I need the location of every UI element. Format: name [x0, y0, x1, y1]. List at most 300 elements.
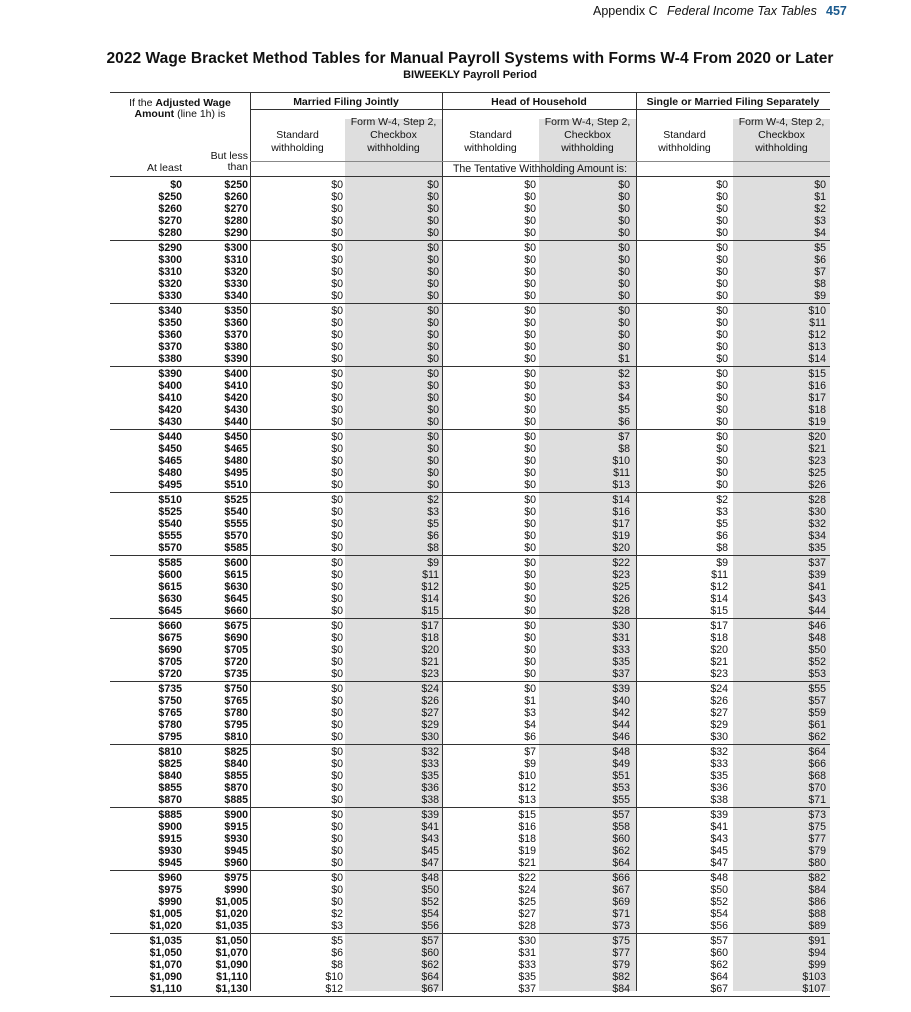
hoh-standard-cell: $0: [524, 242, 536, 254]
hoh-standard-cell: $0: [524, 632, 536, 644]
but-less-cell: $870: [224, 782, 248, 794]
single-checkbox-cell: $11: [809, 317, 826, 329]
hoh-standard-cell: $12: [518, 782, 536, 794]
mfj-standard-cell: $0: [331, 278, 343, 290]
mfj-checkbox-cell: $48: [421, 872, 439, 884]
table-row: [110, 227, 830, 239]
table-row: [110, 353, 830, 365]
single-standard-cell: $0: [716, 443, 728, 455]
at-least-cell: $1,035: [149, 935, 182, 947]
mfj-standard-cell: $0: [331, 620, 343, 632]
single-checkbox-cell: $46: [808, 620, 826, 632]
table-row: [110, 719, 830, 731]
hoh-checkbox-cell: $40: [612, 695, 630, 707]
header-rule: [110, 176, 830, 177]
chk-line2: Checkbox: [758, 129, 805, 141]
mfj-checkbox-cell: $57: [421, 935, 439, 947]
hoh-standard-cell: $0: [524, 404, 536, 416]
mfj-standard-cell: $0: [331, 443, 343, 455]
table-title: 2022 Wage Bracket Method Tables for Manual Payroll Systems with Forms W-4 From 2020 or Later: [106, 50, 834, 67]
mfj-standard-cell: $0: [331, 668, 343, 680]
table-row: [110, 404, 830, 416]
single-checkbox-cell: $50: [808, 644, 826, 656]
hoh-checkbox-cell: $31: [612, 632, 630, 644]
row-group: [110, 241, 830, 304]
mfj-checkbox-cell: $0: [427, 242, 439, 254]
mfj-standard-cell: $0: [331, 227, 343, 239]
mfj-checkbox-cell: $50: [421, 884, 439, 896]
at-least-cell: $555: [158, 530, 182, 542]
mfj-standard-cell: $0: [331, 542, 343, 554]
hoh-checkbox-cell: $28: [612, 605, 630, 617]
but-less-cell: $855: [224, 770, 248, 782]
single-checkbox-cell: $52: [808, 656, 826, 668]
but-less-header: [200, 150, 248, 174]
at-least-cell: $270: [158, 215, 182, 227]
mfj-standard-cell: $0: [331, 695, 343, 707]
row-group: [110, 493, 830, 556]
at-least-cell: $660: [158, 620, 182, 632]
but-less-cell: $825: [224, 746, 248, 758]
single-checkbox-cell: $57: [808, 695, 826, 707]
hoh-standard-cell: $31: [518, 947, 536, 959]
mfj-standard-cell: $0: [331, 581, 343, 593]
table-body: [110, 178, 830, 997]
single-standard-cell: $2: [716, 494, 728, 506]
at-least-cell: $810: [158, 746, 182, 758]
mfj-checkbox-cell: $21: [421, 656, 439, 668]
single-standard-cell: $0: [716, 467, 728, 479]
single-checkbox-cell: $94: [808, 947, 826, 959]
mfj-standard-cell: $0: [331, 254, 343, 266]
at-least-header: At least: [146, 162, 182, 174]
table-row: [110, 530, 830, 542]
mfj-checkbox-cell: $36: [421, 782, 439, 794]
hoh-checkbox-cell: $0: [618, 305, 630, 317]
mfj-checkbox-cell: $0: [427, 467, 439, 479]
mfj-standard-cell: $0: [331, 305, 343, 317]
single-checkbox-cell: $37: [808, 557, 826, 569]
single-standard-cell: $60: [710, 947, 728, 959]
mfj-standard-cell: $12: [325, 983, 343, 995]
table-row: [110, 290, 830, 302]
single-standard-cell: $0: [716, 254, 728, 266]
table-row: [110, 467, 830, 479]
hoh-standard-cell: $0: [524, 443, 536, 455]
at-least-cell: $540: [158, 518, 182, 530]
mfj-checkbox-cell: $0: [427, 191, 439, 203]
single-checkbox-cell: $99: [808, 959, 826, 971]
mfj-standard-cell: $0: [331, 821, 343, 833]
mfj-checkbox-cell: $0: [427, 380, 439, 392]
mfj-checkbox-cell: $38: [421, 794, 439, 806]
hoh-standard-cell: $19: [518, 845, 536, 857]
table-row: [110, 695, 830, 707]
single-checkbox-cell: $88: [808, 908, 826, 920]
section-title: Federal Income Tax Tables: [667, 4, 817, 18]
at-least-cell: $260: [158, 203, 182, 215]
table-row: [110, 632, 830, 644]
mfj-checkbox-header: [345, 116, 442, 155]
mfj-standard-cell: $0: [331, 644, 343, 656]
row-group: [110, 745, 830, 808]
single-checkbox-cell: $19: [808, 416, 826, 428]
at-least-cell: $795: [158, 731, 182, 743]
table-row: [110, 368, 830, 380]
at-least-cell: $645: [158, 605, 182, 617]
chk-line2: Checkbox: [564, 129, 611, 141]
single-standard-cell: $0: [716, 380, 728, 392]
single-checkbox-cell: $13: [808, 341, 826, 353]
table-row: [110, 506, 830, 518]
hoh-standard-cell: $35: [518, 971, 536, 983]
but-less-cell: $795: [224, 719, 248, 731]
single-checkbox-cell: $84: [808, 884, 826, 896]
but-less-cell: $310: [224, 254, 248, 266]
mfj-checkbox-cell: $0: [427, 215, 439, 227]
table-row: [110, 380, 830, 392]
mfj-standard-cell: $0: [331, 479, 343, 491]
mfj-checkbox-cell: $43: [421, 833, 439, 845]
single-checkbox-cell: $44: [808, 605, 826, 617]
hoh-standard-cell: $0: [524, 644, 536, 656]
but-less-cell: $615: [224, 569, 248, 581]
hoh-standard-cell: $0: [524, 179, 536, 191]
row-group: [110, 619, 830, 682]
table-row: [110, 494, 830, 506]
at-least-cell: $1,005: [149, 908, 182, 920]
mfj-checkbox-cell: $2: [427, 494, 439, 506]
but-less-cell: $450: [224, 431, 248, 443]
single-standard-cell: $27: [710, 707, 728, 719]
hoh-standard-cell: $6: [524, 731, 536, 743]
hoh-checkbox-cell: $0: [618, 254, 630, 266]
table-row: [110, 731, 830, 743]
mfj-standard-cell: $0: [331, 203, 343, 215]
hoh-standard-cell: $0: [524, 431, 536, 443]
but-less-cell: $370: [224, 329, 248, 341]
chk-line2: Checkbox: [370, 129, 417, 141]
single-standard-cell: $24: [710, 683, 728, 695]
hoh-checkbox-cell: $0: [618, 227, 630, 239]
table-row: [110, 758, 830, 770]
at-least-cell: $380: [158, 353, 182, 365]
hoh-checkbox-cell: $17: [612, 518, 630, 530]
hoh-standard-cell: $0: [524, 329, 536, 341]
single-checkbox-cell: $55: [808, 683, 826, 695]
single-checkbox-cell: $15: [808, 368, 826, 380]
single-checkbox-cell: $5: [814, 242, 826, 254]
single-standard-cell: $14: [710, 593, 728, 605]
single-standard-cell: $45: [710, 845, 728, 857]
single-standard-cell: $0: [716, 455, 728, 467]
hoh-standard-cell: $0: [524, 305, 536, 317]
mfj-checkbox-cell: $26: [421, 695, 439, 707]
mfj-checkbox-cell: $0: [427, 404, 439, 416]
hoh-header: Head of Household: [491, 96, 587, 108]
hoh-standard-cell: $22: [518, 872, 536, 884]
hoh-checkbox-cell: $77: [612, 947, 630, 959]
table-row: [110, 833, 830, 845]
single-checkbox-cell: $34: [808, 530, 826, 542]
table-row: [110, 266, 830, 278]
hoh-standard-cell: $0: [524, 380, 536, 392]
hoh-checkbox-cell: $37: [612, 668, 630, 680]
hoh-standard-cell: $0: [524, 620, 536, 632]
but-less-cell: $1,005: [215, 896, 248, 908]
at-least-cell: $750: [158, 695, 182, 707]
single-standard-cell: $0: [716, 191, 728, 203]
single-standard-cell: $32: [710, 746, 728, 758]
at-least-cell: $1,090: [149, 971, 182, 983]
mfj-checkbox-cell: $64: [421, 971, 439, 983]
hoh-standard-cell: $0: [524, 341, 536, 353]
running-head: [0, 4, 911, 20]
single-header: Single or Married Filing Separately: [646, 96, 820, 108]
single-checkbox-cell: $4: [814, 227, 826, 239]
at-least-cell: $430: [158, 416, 182, 428]
single-standard-cell: $0: [716, 266, 728, 278]
mfj-checkbox-cell: $0: [427, 392, 439, 404]
hoh-standard-cell: $0: [524, 542, 536, 554]
single-standard-cell: $54: [710, 908, 728, 920]
single-standard-cell: $0: [716, 392, 728, 404]
mfj-checkbox-cell: $0: [427, 368, 439, 380]
row-group: [110, 871, 830, 934]
single-checkbox-cell: $28: [808, 494, 826, 506]
hoh-checkbox-cell: $0: [618, 179, 630, 191]
single-checkbox-cell: $14: [808, 353, 826, 365]
row-group: [110, 934, 830, 997]
hoh-checkbox-cell: $14: [612, 494, 630, 506]
single-standard-cell: $0: [716, 329, 728, 341]
hoh-checkbox-cell: $6: [618, 416, 630, 428]
mfj-checkbox-cell: $24: [421, 683, 439, 695]
hoh-standard-cell: $0: [524, 266, 536, 278]
at-least-cell: $525: [158, 506, 182, 518]
mfj-standard-cell: $0: [331, 380, 343, 392]
hoh-checkbox-cell: $0: [618, 341, 630, 353]
hoh-standard-cell: $0: [524, 518, 536, 530]
single-checkbox-cell: $89: [808, 920, 826, 932]
mfj-standard-cell: $3: [331, 920, 343, 932]
single-checkbox-cell: $21: [808, 443, 826, 455]
table-row: [110, 542, 830, 554]
mfj-standard-cell: $0: [331, 353, 343, 365]
mfj-checkbox-cell: $11: [422, 569, 439, 581]
table-row: [110, 341, 830, 353]
but-less-cell: $555: [224, 518, 248, 530]
single-standard-cell: $3: [716, 506, 728, 518]
mfj-checkbox-cell: $6: [427, 530, 439, 542]
but-less-cell: $480: [224, 455, 248, 467]
mfj-checkbox-cell: $52: [421, 896, 439, 908]
single-checkbox-cell: $9: [814, 290, 826, 302]
single-checkbox-cell: $48: [808, 632, 826, 644]
but-less-cell: $900: [224, 809, 248, 821]
table-row: [110, 605, 830, 617]
but-less-cell: $885: [224, 794, 248, 806]
wage-header: [110, 97, 250, 121]
single-checkbox-cell: $2: [814, 203, 826, 215]
hoh-standard-cell: $3: [524, 707, 536, 719]
mfj-standard-cell: $0: [331, 707, 343, 719]
single-standard-cell: $21: [710, 656, 728, 668]
mfj-checkbox-cell: $0: [427, 278, 439, 290]
single-standard-cell: $39: [710, 809, 728, 821]
mfj-standard-cell: $0: [331, 605, 343, 617]
but-less-cell: $1,035: [215, 920, 248, 932]
hoh-checkbox-cell: $0: [618, 203, 630, 215]
table-row: [110, 644, 830, 656]
table-row: [110, 947, 830, 959]
but-less-cell: $280: [224, 215, 248, 227]
but-less-cell: $420: [224, 392, 248, 404]
hoh-standard-cell: $30: [518, 935, 536, 947]
hoh-checkbox-cell: $0: [618, 242, 630, 254]
mfj-checkbox-cell: $0: [427, 431, 439, 443]
table-row: [110, 794, 830, 806]
hoh-standard-cell: $0: [524, 392, 536, 404]
mfj-checkbox-cell: $15: [421, 605, 439, 617]
mfj-checkbox-cell: $60: [421, 947, 439, 959]
row-group: [110, 367, 830, 430]
single-checkbox-cell: $80: [808, 857, 826, 869]
mfj-standard-cell: $0: [331, 884, 343, 896]
but-less-cell: $540: [224, 506, 248, 518]
hoh-standard-cell: $0: [524, 416, 536, 428]
mfj-checkbox-cell: $32: [421, 746, 439, 758]
single-checkbox-cell: $39: [808, 569, 826, 581]
hoh-standard-cell: $10: [518, 770, 536, 782]
hoh-checkbox-cell: $53: [612, 782, 630, 794]
mfj-checkbox-cell: $0: [427, 290, 439, 302]
single-standard-header: [636, 129, 733, 155]
hoh-standard-cell: $0: [524, 254, 536, 266]
table-row: [110, 593, 830, 605]
but-less-cell: $1,070: [215, 947, 248, 959]
at-least-cell: $420: [158, 404, 182, 416]
hoh-standard-cell: $1: [524, 695, 536, 707]
table-row: [110, 557, 830, 569]
at-least-cell: $990: [158, 896, 182, 908]
mfj-checkbox-cell: $14: [421, 593, 439, 605]
mfj-standard-cell: $0: [331, 896, 343, 908]
at-least-cell: $320: [158, 278, 182, 290]
hoh-standard-cell: $0: [524, 683, 536, 695]
mfj-checkbox-cell: $0: [427, 179, 439, 191]
std-line2: withholding: [464, 142, 517, 154]
but-less-cell: $675: [224, 620, 248, 632]
at-least-cell: $615: [158, 581, 182, 593]
hoh-checkbox-cell: $66: [612, 872, 630, 884]
at-least-cell: $330: [158, 290, 182, 302]
single-standard-cell: $57: [710, 935, 728, 947]
at-least-cell: $960: [158, 872, 182, 884]
single-standard-cell: $33: [710, 758, 728, 770]
hoh-checkbox-cell: $16: [612, 506, 630, 518]
at-least-cell: $310: [158, 266, 182, 278]
mfj-standard-cell: $0: [331, 215, 343, 227]
top-rule: [110, 92, 830, 93]
at-least-cell: $585: [158, 557, 182, 569]
table-row: [110, 920, 830, 932]
mfj-checkbox-cell: $0: [427, 203, 439, 215]
mfj-checkbox-cell: $9: [427, 557, 439, 569]
hoh-standard-cell: $0: [524, 455, 536, 467]
hoh-checkbox-cell: $79: [612, 959, 630, 971]
single-standard-cell: $0: [716, 317, 728, 329]
at-least-cell: $440: [158, 431, 182, 443]
hoh-standard-cell: $4: [524, 719, 536, 731]
table-row: [110, 656, 830, 668]
single-standard-cell: $56: [710, 920, 728, 932]
single-checkbox-cell: $10: [808, 305, 826, 317]
std-line2: withholding: [658, 142, 711, 154]
hoh-standard-cell: $0: [524, 467, 536, 479]
table-row: [110, 242, 830, 254]
mfj-checkbox-cell: $33: [421, 758, 439, 770]
single-checkbox-cell: $61: [808, 719, 826, 731]
single-checkbox-cell: $68: [808, 770, 826, 782]
single-checkbox-cell: $77: [808, 833, 826, 845]
single-standard-cell: $43: [710, 833, 728, 845]
mfj-standard-cell: $0: [331, 368, 343, 380]
hoh-standard-cell: $33: [518, 959, 536, 971]
mfj-standard-cell: $0: [331, 632, 343, 644]
table-row: [110, 392, 830, 404]
table-row: [110, 443, 830, 455]
hoh-standard-cell: $0: [524, 605, 536, 617]
single-checkbox-cell: $18: [808, 404, 826, 416]
hoh-standard-cell: $0: [524, 506, 536, 518]
single-standard-cell: $15: [710, 605, 728, 617]
mfj-checkbox-cell: $45: [421, 845, 439, 857]
hoh-standard-cell: $13: [518, 794, 536, 806]
mfj-standard-cell: $0: [331, 782, 343, 794]
but-less-cell: $945: [224, 845, 248, 857]
hoh-checkbox-cell: $0: [618, 215, 630, 227]
mfj-standard-cell: $0: [331, 758, 343, 770]
but-less-cell: $765: [224, 695, 248, 707]
but-less-cell: $585: [224, 542, 248, 554]
hoh-checkbox-cell: $62: [612, 845, 630, 857]
single-standard-cell: $0: [716, 179, 728, 191]
mfj-checkbox-cell: $67: [421, 983, 439, 995]
chk-line3: withholding: [755, 142, 808, 154]
but-less-cell: $465: [224, 443, 248, 455]
table-row: [110, 872, 830, 884]
hoh-standard-header: [442, 129, 539, 155]
but-less-cell: $380: [224, 341, 248, 353]
mfj-checkbox-cell: $30: [421, 731, 439, 743]
but-less-cell: $570: [224, 530, 248, 542]
mfj-checkbox-cell: $0: [427, 227, 439, 239]
hoh-checkbox-cell: $46: [612, 731, 630, 743]
at-least-cell: $300: [158, 254, 182, 266]
at-least-cell: $510: [158, 494, 182, 506]
single-standard-cell: $38: [710, 794, 728, 806]
table-row: [110, 884, 830, 896]
mfj-standard-cell: $0: [331, 833, 343, 845]
table-row: [110, 479, 830, 491]
but-less-cell: $340: [224, 290, 248, 302]
but-less-cell: $1,050: [215, 935, 248, 947]
hoh-checkbox-cell: $64: [612, 857, 630, 869]
hoh-standard-cell: $0: [524, 668, 536, 680]
hoh-checkbox-cell: $0: [618, 266, 630, 278]
single-standard-cell: $52: [710, 896, 728, 908]
